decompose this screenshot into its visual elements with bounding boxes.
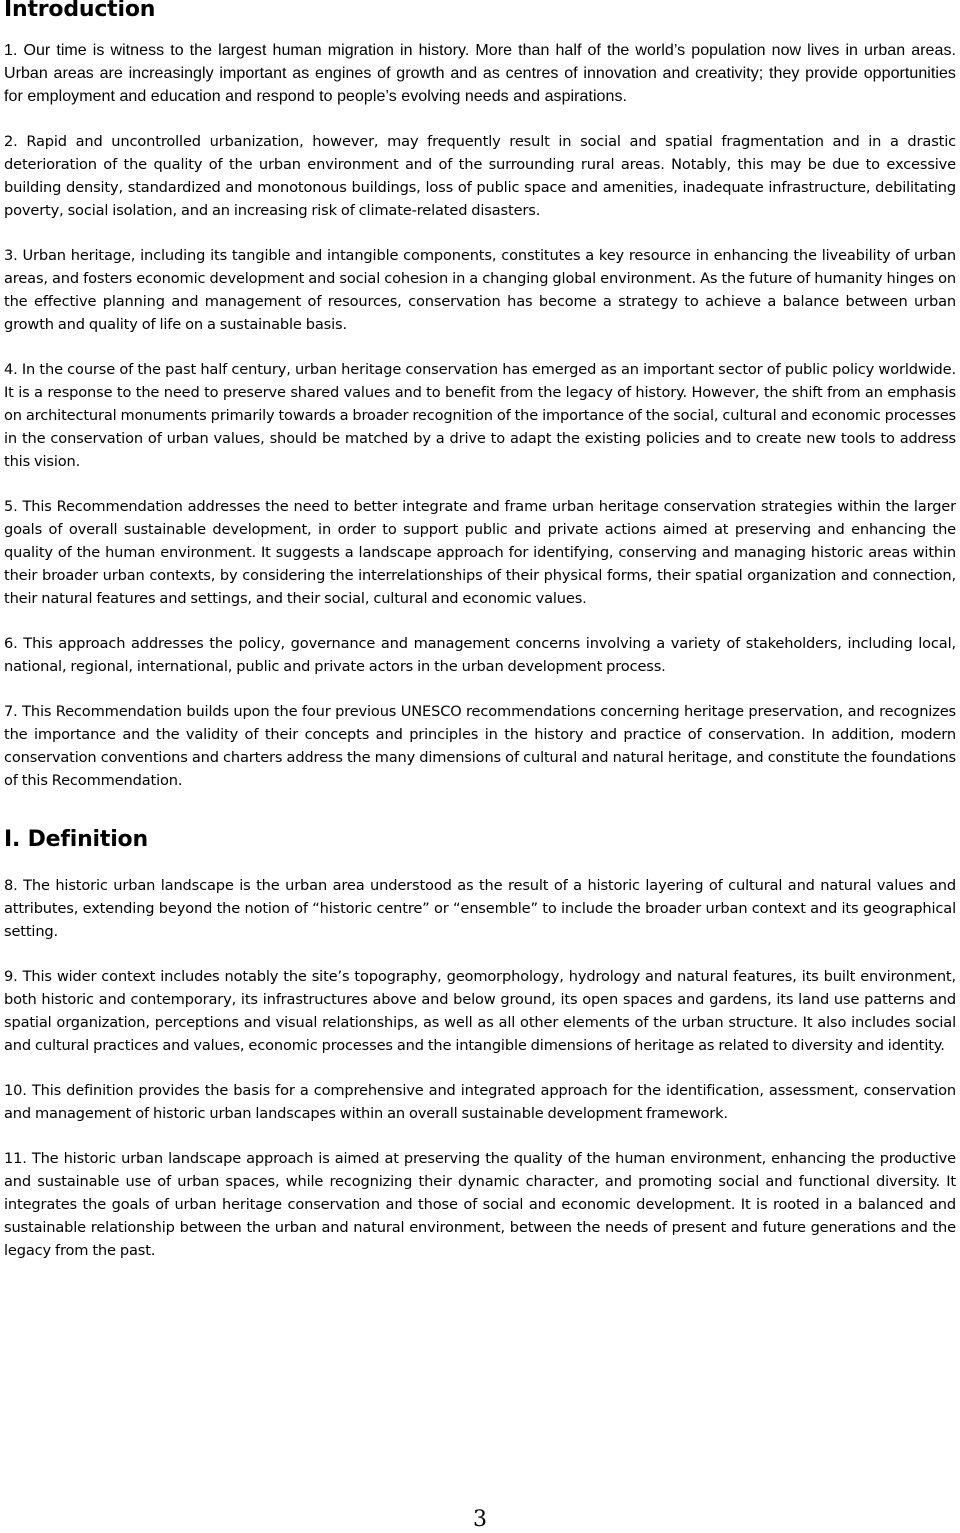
section-heading-definition: I. Definition [4, 827, 148, 852]
paragraph-9: 9. This wider context includes notably the site’s topography, geomorphology, hydrology and natural features, its built environment, both historic and contemporary, its infrastructures above and below ground, its open spaces and gardens, its land use patterns and spatial organization, perceptions and visual relationships, as well as all other elements of the urban structure. It also includes social and cultural practices and values, economic processes and the intangible dimensions of heritage as related to diversity and identity. [4, 968, 956, 1054]
section-heading-introduction: Introduction [4, 0, 156, 22]
paragraph-1: 1. Our time is witness to the largest human migration in history. More than half of the world’s population now lives in urban areas. Urban areas are increasingly important as engines of growth and as centres of innovation and creativity; they provide opportunities for employment and education and respond to people’s evolving needs and aspirations. [4, 42, 956, 105]
paragraph-7: 7. This Recommendation builds upon the four previous UNESCO recommendations concerning heritage preservation, and recognizes the importance and the validity of their concepts and principles in the history and practice of conservation. In addition, modern conservation conventions and charters address the many dimensions of cultural and natural heritage, and constitute the foundations of this Recommendation. [4, 703, 956, 789]
paragraph-2: 2. Rapid and uncontrolled urbanization, however, may frequently result in social and spatial fragmentation and in a drastic deterioration of the quality of the urban environment and of the surrounding rural areas. Notably, this may be due to excessive building density, standardized and monotonous buildings, loss of public space and amenities, inadequate infrastructure, debilitating poverty, social isolation, and an increasing risk of climate-related disasters. [4, 133, 956, 219]
document-page [4, 0, 956, 1262]
paragraph-4: 4. In the course of the past half century, urban heritage conservation has emerged as an important sector of public policy worldwide. It is a response to the need to preserve shared values and to benefit from the legacy of history. However, the shift from an emphasis on architectural monuments primarily towards a broader recognition of the importance of the social, cultural and economic processes in the conservation of urban values, should be matched by a drive to adapt the existing policies and to create new tools to address this vision. [4, 361, 956, 470]
paragraph-6: 6. This approach addresses the policy, governance and management concerns involving a variety of stakeholders, including local, national, regional, international, public and private actors in the urban development process. [4, 635, 956, 675]
paragraph-11: 11. The historic urban landscape approach is aimed at preserving the quality of the human environment, enhancing the productive and sustainable use of urban spaces, while recognizing their dynamic character, and promoting social and functional diversity. It integrates the goals of urban heritage conservation and those of social and economic development. It is rooted in a balanced and sustainable relationship between the urban and natural environment, between the needs of present and future generations and the legacy from the past. [4, 1150, 956, 1259]
page-number: 3 [473, 1507, 487, 1532]
paragraph-5: 5. This Recommendation addresses the need to better integrate and frame urban heritage conservation strategies within the larger goals of overall sustainable development, in order to support public and private actions aimed at preserving and enhancing the quality of the human environment. It suggests a landscape approach for identifying, conserving and managing historic areas within their broader urban contexts, by considering the interrelationships of their physical forms, their spatial organization and connection, their natural features and settings, and their social, cultural and economic values. [4, 498, 956, 607]
paragraph-10: 10. This definition provides the basis for a comprehensive and integrated approach for the identification, assessment, conservation and management of historic urban landscapes within an overall sustainable development framework. [4, 1082, 956, 1122]
paragraph-3: 3. Urban heritage, including its tangible and intangible components, constitutes a key resource in enhancing the liveability of urban areas, and fosters economic development and social cohesion in a changing global environment. As the future of humanity hinges on the effective planning and management of resources, conservation has become a strategy to achieve a balance between urban growth and quality of life on a sustainable basis. [4, 247, 956, 333]
paragraph-8: 8. The historic urban landscape is the urban area understood as the result of a historic layering of cultural and natural values and attributes, extending beyond the notion of “historic centre” or “ensemble” to include the broader urban context and its geographical setting. [4, 877, 956, 940]
